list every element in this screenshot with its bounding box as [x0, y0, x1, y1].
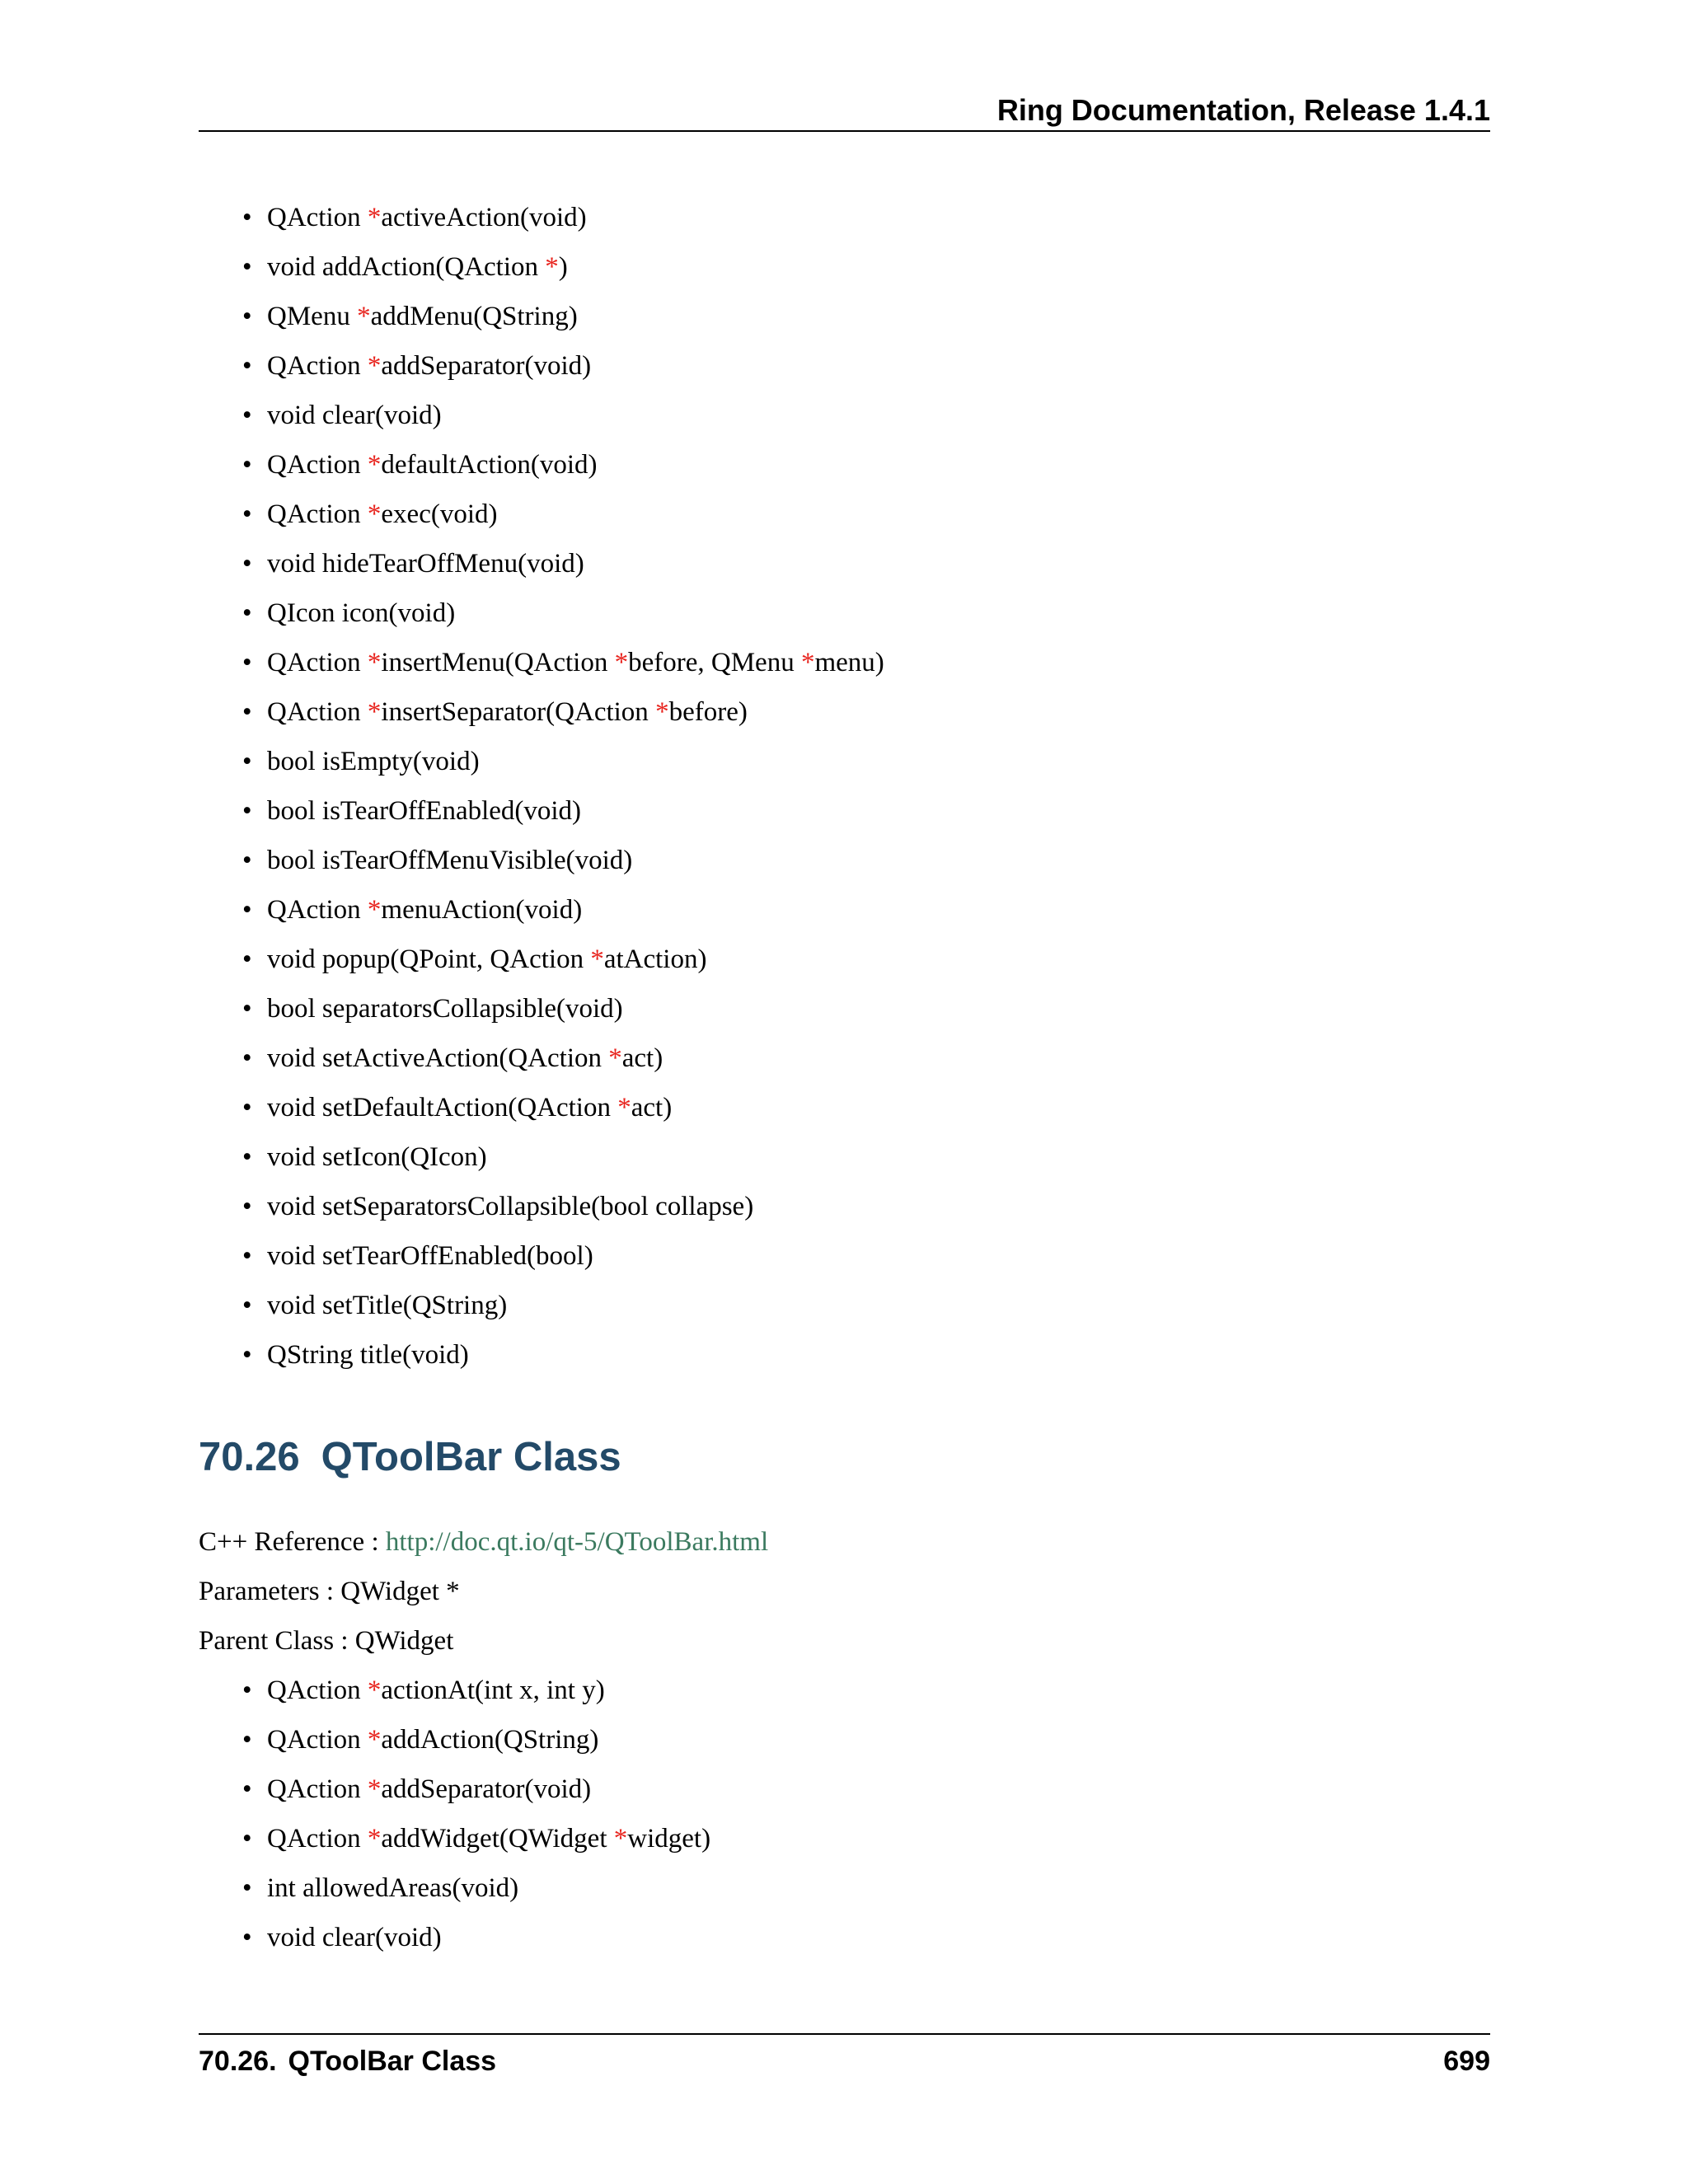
- method-signature-text: exec(void): [381, 499, 498, 529]
- method-item: [242, 391, 884, 440]
- bullet-icon: •: [242, 203, 252, 232]
- bullet-icon: •: [242, 499, 252, 529]
- method-signature-text: widget): [627, 1824, 711, 1854]
- bullet-icon: •: [242, 1774, 252, 1804]
- method-signature-text: activeAction(void): [381, 203, 587, 232]
- method-item: [242, 638, 884, 687]
- method-signature-text: QAction: [267, 1675, 368, 1705]
- method-signature-text: QAction: [267, 450, 368, 480]
- bullet-icon: •: [242, 1923, 252, 1952]
- method-item: [242, 836, 884, 885]
- page-footer: [199, 2033, 1490, 2084]
- pointer-asterisk: *: [357, 302, 371, 331]
- method-signature-text: bool isTearOffMenuVisible(void): [267, 846, 633, 875]
- method-item: [242, 1814, 710, 1863]
- cpp-reference-label: C++ Reference :: [199, 1527, 386, 1557]
- cpp-reference-line: [199, 1517, 768, 1567]
- method-signature-text: actionAt(int x, int y): [381, 1675, 605, 1705]
- section-title: QToolBar Class: [321, 1435, 621, 1479]
- method-item: [242, 885, 884, 935]
- method-signature-text: insertSeparator(QAction: [381, 697, 656, 727]
- bullet-icon: •: [242, 549, 252, 579]
- method-item: [242, 1765, 710, 1814]
- pointer-asterisk: *: [614, 648, 629, 677]
- method-item: [242, 1231, 884, 1281]
- pointer-asterisk: *: [367, 1675, 382, 1705]
- pointer-asterisk: *: [613, 1824, 628, 1854]
- method-item: [242, 1330, 884, 1380]
- pointer-asterisk: *: [367, 203, 382, 232]
- pointer-asterisk: *: [367, 1824, 382, 1854]
- method-item: [242, 1863, 710, 1913]
- bullet-icon: •: [242, 1241, 252, 1271]
- pointer-asterisk: *: [617, 1093, 631, 1122]
- bullet-icon: •: [242, 846, 252, 875]
- method-signature-text: atAction): [603, 944, 707, 974]
- method-signature-text: void popup(QPoint, QAction: [267, 944, 591, 974]
- method-signature-text: void clear(void): [267, 401, 442, 430]
- pointer-asterisk: *: [367, 895, 382, 925]
- method-signature-text: menuAction(void): [381, 895, 583, 925]
- method-signature-text: void setActiveAction(QAction: [267, 1043, 609, 1073]
- method-signature-text: defaultAction(void): [381, 450, 598, 480]
- bullet-icon: •: [242, 1873, 252, 1903]
- method-item: [242, 1132, 884, 1182]
- footer-section-label: [199, 2043, 496, 2079]
- bullet-icon: •: [242, 1675, 252, 1705]
- method-item: [242, 341, 884, 391]
- method-signature-text: int allowedAreas(void): [267, 1873, 519, 1903]
- method-item: [242, 1281, 884, 1330]
- method-item: [242, 440, 884, 490]
- method-signature-text: void addAction(QAction: [267, 252, 546, 282]
- method-item: [242, 242, 884, 292]
- method-signature-text: QAction: [267, 648, 368, 677]
- bullet-icon: •: [242, 1725, 252, 1755]
- bullet-icon: •: [242, 1824, 252, 1854]
- method-signature-text: addAction(QString): [381, 1725, 599, 1755]
- method-signature-text: bool isTearOffEnabled(void): [267, 796, 582, 826]
- method-item: [242, 984, 884, 1033]
- bullet-icon: •: [242, 895, 252, 925]
- method-item: [242, 1182, 884, 1231]
- pointer-asterisk: *: [590, 944, 604, 974]
- method-signature-text: void hideTearOffMenu(void): [267, 549, 584, 579]
- bullet-icon: •: [242, 994, 252, 1024]
- method-signature-text: ): [558, 252, 568, 282]
- pointer-asterisk: *: [367, 499, 382, 529]
- bullet-icon: •: [242, 1043, 252, 1073]
- bullet-icon: •: [242, 796, 252, 826]
- method-signature-text: QAction: [267, 895, 368, 925]
- page-header: [199, 92, 1490, 132]
- method-signature-text: QAction: [267, 351, 368, 381]
- method-signature-text: addWidget(QWidget: [381, 1824, 614, 1854]
- method-signature-text: QAction: [267, 1774, 368, 1804]
- method-item: [242, 588, 884, 638]
- bullet-icon: •: [242, 401, 252, 430]
- page-number: 699: [1443, 2046, 1490, 2077]
- pointer-asterisk: *: [608, 1043, 622, 1073]
- method-signature-text: QAction: [267, 203, 368, 232]
- method-item: [242, 1666, 710, 1715]
- method-item: [242, 1083, 884, 1132]
- bullet-icon: •: [242, 648, 252, 677]
- bullet-icon: •: [242, 450, 252, 480]
- method-signature-text: void setTitle(QString): [267, 1291, 508, 1320]
- method-item: [242, 786, 884, 836]
- method-signature-text: QMenu: [267, 302, 358, 331]
- bullet-icon: •: [242, 598, 252, 628]
- pointer-asterisk: *: [655, 697, 669, 727]
- bullet-icon: •: [242, 697, 252, 727]
- method-signature-text: void clear(void): [267, 1923, 442, 1952]
- method-signature-text: addSeparator(void): [381, 351, 592, 381]
- pointer-asterisk: *: [367, 450, 382, 480]
- method-signature-text: bool separatorsCollapsible(void): [267, 994, 623, 1024]
- method-item: [242, 1715, 710, 1765]
- bullet-icon: •: [242, 1291, 252, 1320]
- method-signature-text: act): [621, 1043, 663, 1073]
- method-signature-text: addSeparator(void): [381, 1774, 592, 1804]
- method-signature-text: bool isEmpty(void): [267, 747, 480, 776]
- bullet-icon: •: [242, 944, 252, 974]
- method-signature-text: before, QMenu: [628, 648, 801, 677]
- method-item: [242, 687, 884, 737]
- bullet-icon: •: [242, 1192, 252, 1221]
- parameters-line: Parameters : QWidget *: [199, 1577, 460, 1606]
- method-signature-text: menu): [814, 648, 884, 677]
- method-item: [242, 490, 884, 539]
- method-signature-text: insertMenu(QAction: [381, 648, 615, 677]
- section-heading: [199, 1428, 621, 1486]
- method-signature-text: void setIcon(QIcon): [267, 1142, 487, 1172]
- method-item: [242, 935, 884, 984]
- bullet-icon: •: [242, 252, 252, 282]
- bullet-icon: •: [242, 302, 252, 331]
- pointer-asterisk: *: [800, 648, 815, 677]
- document-title: Ring Documentation, Release 1.4.1: [996, 93, 1490, 127]
- method-item: [242, 737, 884, 786]
- pointer-asterisk: *: [367, 1725, 382, 1755]
- bullet-icon: •: [242, 1340, 252, 1370]
- pointer-asterisk: *: [367, 697, 382, 727]
- parent-class-line: Parent Class : QWidget: [199, 1626, 454, 1656]
- method-signature-text: QAction: [267, 499, 368, 529]
- cpp-reference-link[interactable]: http://doc.qt.io/qt-5/QToolBar.html: [385, 1527, 769, 1557]
- method-signature-text: void setTearOffEnabled(bool): [267, 1241, 593, 1271]
- method-item: [242, 1033, 884, 1083]
- method-item: [242, 1913, 710, 1962]
- method-item: [242, 292, 884, 341]
- bullet-icon: •: [242, 351, 252, 381]
- method-item: [242, 539, 884, 588]
- pointer-asterisk: *: [367, 1774, 382, 1804]
- qmenu-method-list: [242, 193, 884, 1380]
- section-number: 70.26: [199, 1435, 300, 1479]
- pointer-asterisk: *: [367, 351, 382, 381]
- method-signature-text: void setDefaultAction(QAction: [267, 1093, 618, 1122]
- footer-section-number: 70.26.: [199, 2046, 277, 2077]
- method-signature-text: QAction: [267, 1725, 368, 1755]
- method-signature-text: QAction: [267, 1824, 368, 1854]
- method-signature-text: before): [668, 697, 748, 727]
- method-signature-text: addMenu(QString): [370, 302, 578, 331]
- bullet-icon: •: [242, 1142, 252, 1172]
- bullet-icon: •: [242, 747, 252, 776]
- pointer-asterisk: *: [545, 252, 559, 282]
- method-signature-text: QAction: [267, 697, 368, 727]
- pointer-asterisk: *: [367, 648, 382, 677]
- method-signature-text: act): [631, 1093, 673, 1122]
- method-signature-text: void setSeparatorsCollapsible(bool collapse): [267, 1192, 754, 1221]
- method-signature-text: QIcon icon(void): [267, 598, 456, 628]
- bullet-icon: •: [242, 1093, 252, 1122]
- method-item: [242, 193, 884, 242]
- qtoolbar-method-list: [242, 1666, 710, 1962]
- method-signature-text: QString title(void): [267, 1340, 469, 1370]
- footer-section-title: QToolBar Class: [288, 2046, 497, 2077]
